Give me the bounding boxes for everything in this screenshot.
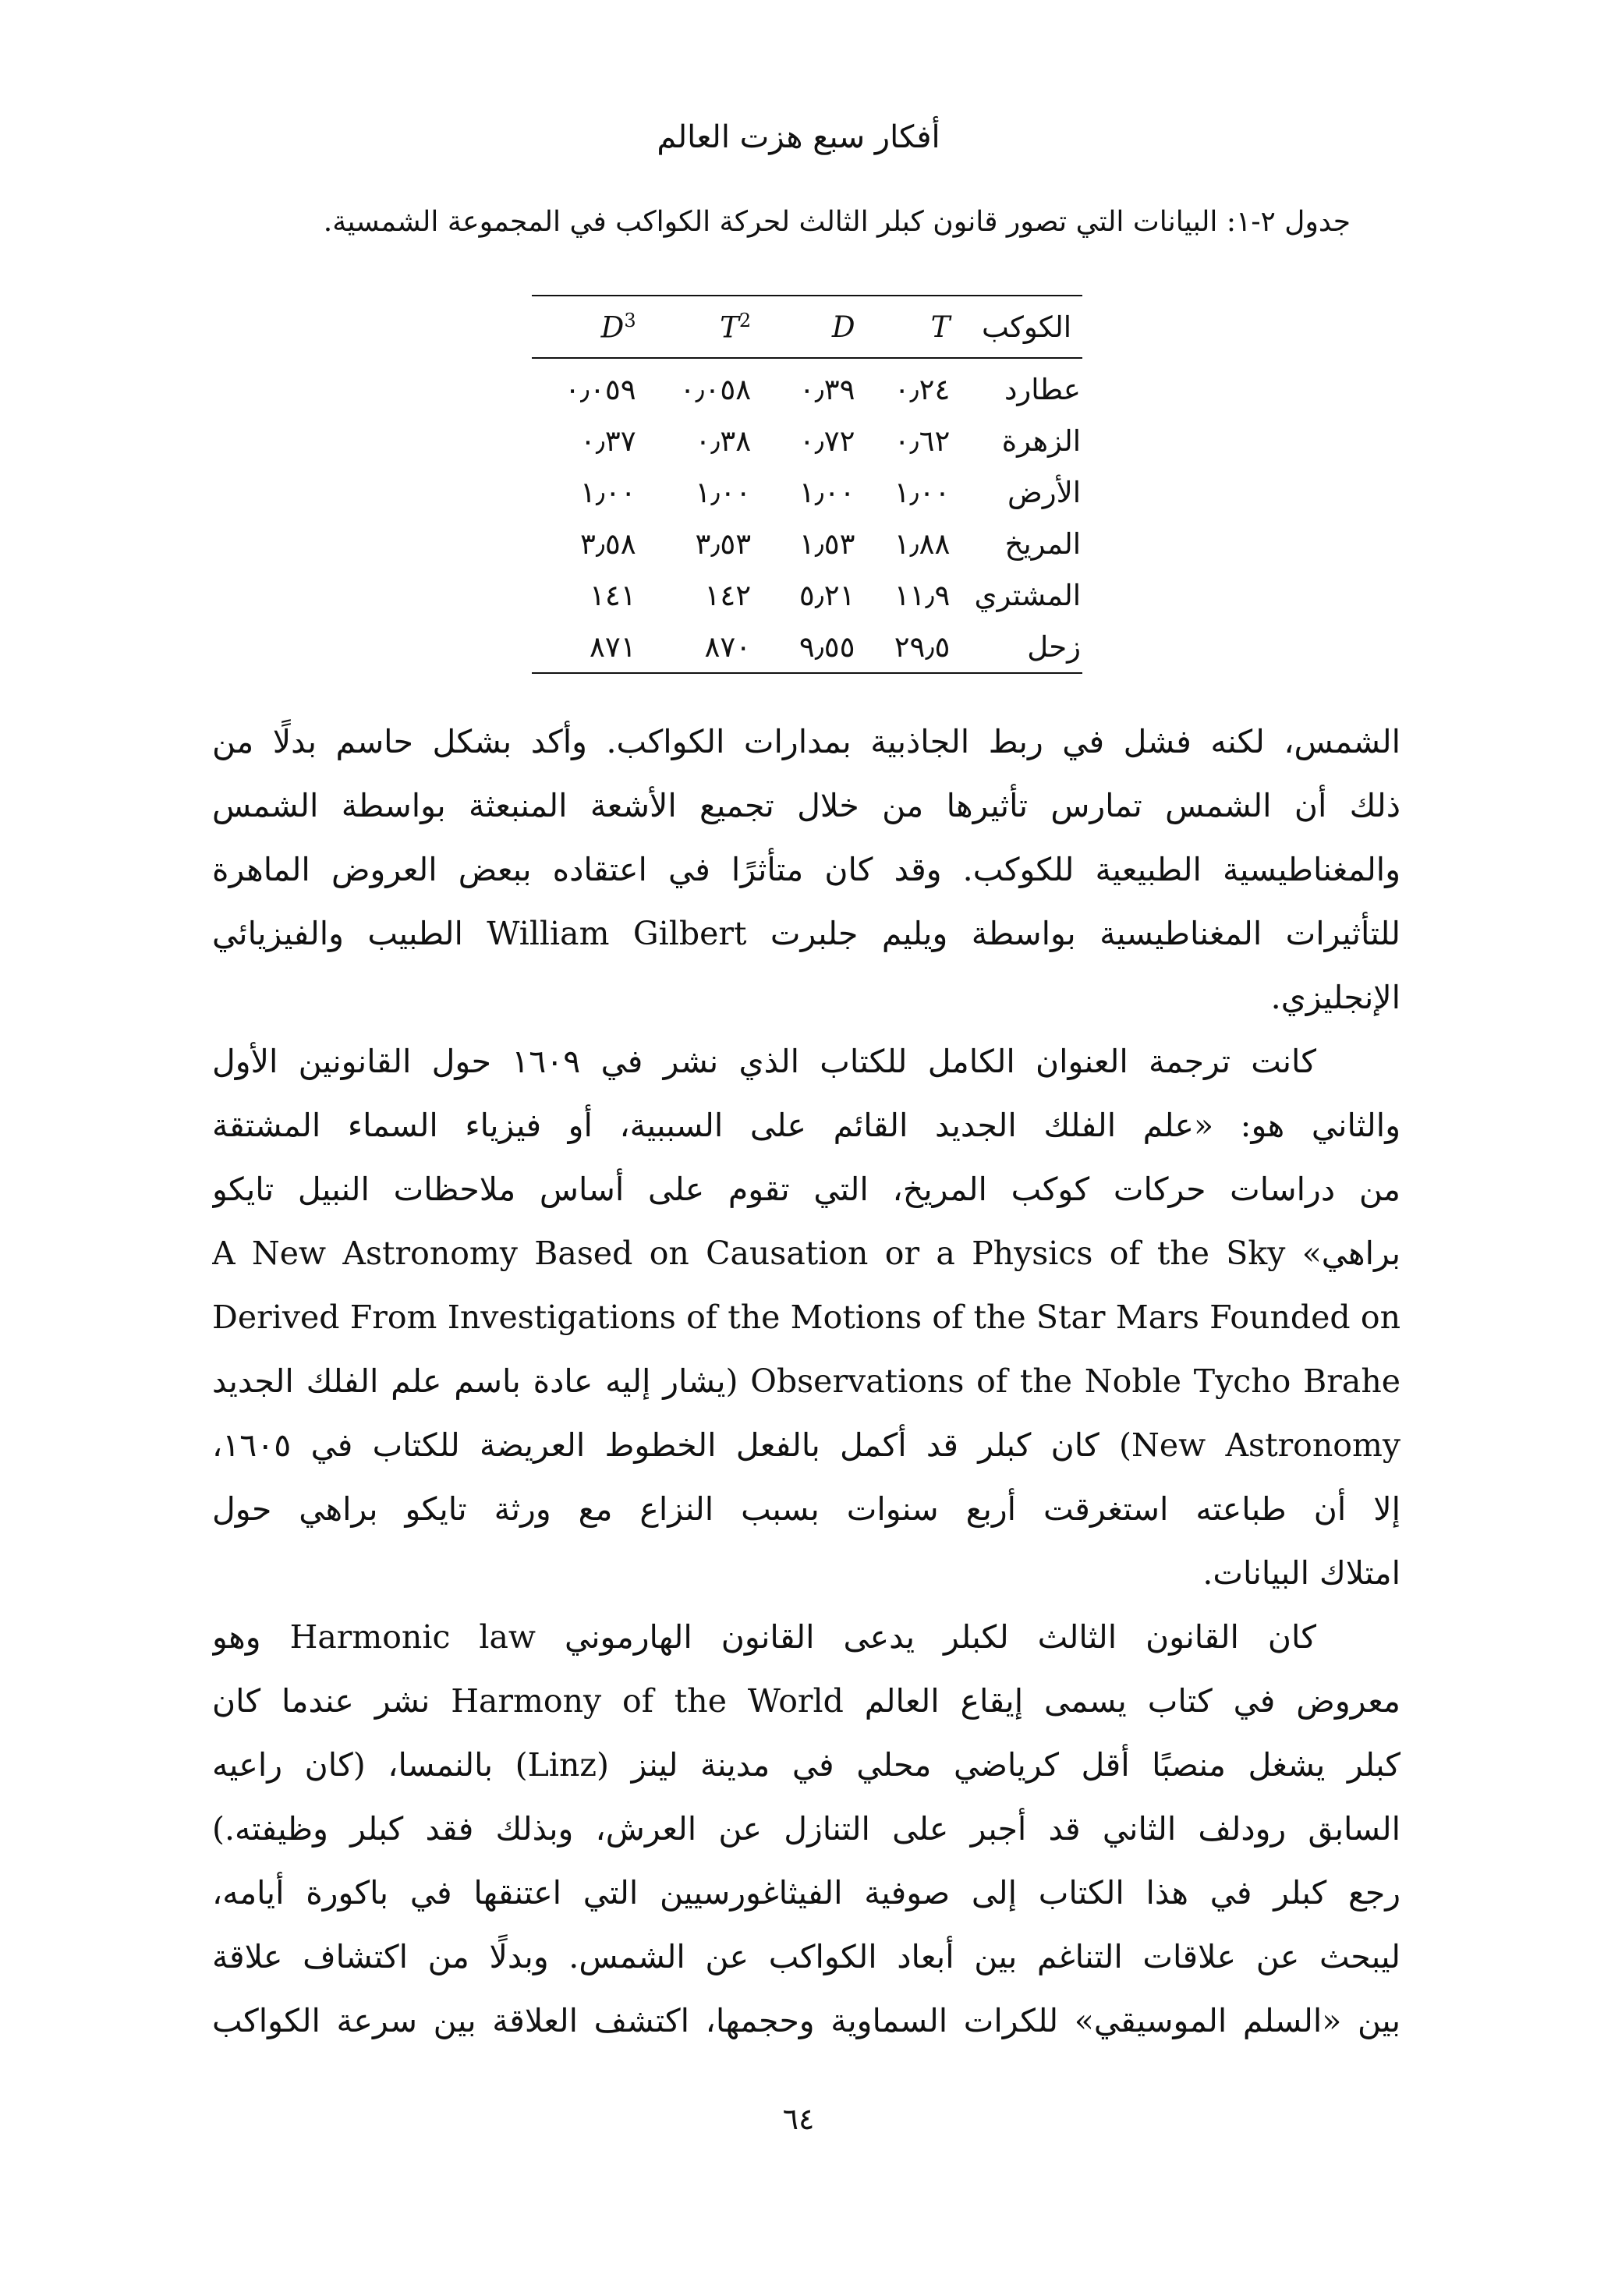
table-row xyxy=(532,518,1082,569)
text-line: إلا أن طباعته استغرقت أربع سنوات بسبب النزاع مع ورثة تايكو براهي حول xyxy=(212,1490,1400,1528)
table-row xyxy=(532,466,1082,518)
cell-d: ٠٫٧٢ xyxy=(798,423,855,458)
header-t-squared xyxy=(647,296,763,358)
text-line: والثاني هو: «علم الفلك الجديد القائم على السببية، أو فيزياء السماء المشتقة xyxy=(212,1107,1400,1144)
text-line: السابق رودلف الثاني قد أجبر على التنازل عن العرش، وبذلك فقد كبلر وظيفته.) xyxy=(212,1810,1400,1848)
text-line: رجع كبلر في هذا الكتاب إلى صوفية الفيثاغورسيين التي اعتنقها في باكورة أيامه، xyxy=(212,1874,1400,1912)
header-planet: الكوكب xyxy=(961,296,1082,358)
text-line: معروض في كتاب يسمى إيقاع العالم Harmony of the World نشر عندما كان xyxy=(212,1682,1400,1720)
text-line: Derived From Investigations of the Motions of the Star Mars Founded on xyxy=(212,1299,1400,1336)
page-number: ٦٤ xyxy=(782,2102,815,2136)
cell-d: ٩٫٥٥ xyxy=(762,621,866,673)
text-line: امتلاك البيانات. xyxy=(1202,1554,1400,1592)
header-d: D xyxy=(762,296,866,358)
cell-planet: المشتري xyxy=(974,578,1081,612)
cell-d: ٥٫٢١ xyxy=(798,578,855,612)
text-line: للتأثيرات المغناطيسية بواسطة ويليم جلبرت William Gilbert الطبيب والفيزيائي xyxy=(212,915,1400,952)
text-line: كانت ترجمة العنوان الكامل للكتاب الذي نشر في ١٦٠٩ حول القانونين الأول xyxy=(212,1043,1316,1080)
text-line: ذلك أن الشمس تمارس تأثيرها من خلال تجميع الأشعة المنبعثة بواسطة الشمس xyxy=(212,787,1400,824)
header-d-cubed xyxy=(532,296,647,358)
cell-t: ٢٩٫٥ xyxy=(866,621,961,673)
paragraph-3 xyxy=(212,1605,1400,2053)
cell-d-cubed: ٣٫٥٨ xyxy=(579,526,636,561)
cell-planet: المريخ xyxy=(1004,526,1081,561)
running-head: أفكار سبع هزت العالم xyxy=(657,119,940,155)
header-t: T xyxy=(866,296,961,358)
cell-d-cubed: ٨٧١ xyxy=(532,621,647,673)
cell-planet: الأرض xyxy=(1007,475,1081,509)
cell-d-cubed: ٠٫٠٥٩ xyxy=(565,372,636,406)
cell-d-cubed: ١٫٠٠ xyxy=(579,475,636,509)
cell-t-squared: ٣٫٥٣ xyxy=(695,526,752,561)
cell-t: ٠٫٦٢ xyxy=(894,423,951,458)
header-t-squared-base: T xyxy=(720,310,739,345)
header-t-squared-exponent: 2 xyxy=(738,309,752,331)
cell-t: ٠٫٢٤ xyxy=(894,372,951,406)
cell-d-cubed: ٠٫٣٧ xyxy=(579,423,636,458)
table-header-row xyxy=(532,296,1082,358)
text-line: والمغناطيسية الطبيعية للكوكب. وقد كان متأثرًا في اعتقاده ببعض العروض الماهرة xyxy=(212,851,1400,888)
text-line: الإنجليزي. xyxy=(1270,979,1400,1016)
body-text xyxy=(212,710,1400,2053)
cell-d: ١٫٥٣ xyxy=(798,526,855,561)
cell-planet: زحل xyxy=(961,621,1082,673)
cell-d-cubed: ١٤١ xyxy=(589,578,636,612)
cell-t-squared: ١٤٢ xyxy=(704,578,752,612)
cell-d: ١٫٠٠ xyxy=(798,475,855,509)
paragraph-2 xyxy=(212,1029,1400,1605)
table-row xyxy=(532,621,1082,673)
text-line: من دراسات حركات كوكب المريخ، التي تقوم على أساس ملاحظات النبيل تايكو xyxy=(212,1171,1400,1208)
text-line: براهي» A New Astronomy Based on Causation or a Physics of the Sky xyxy=(212,1235,1400,1272)
cell-t-squared: ٠٫٣٨ xyxy=(695,423,752,458)
cell-t: ١١٫٩ xyxy=(894,578,951,612)
paragraph-1 xyxy=(212,710,1400,1029)
text-line: كبلر يشغل منصبًا أقل كرياضي محلي في مدينة لينز (Linz) بالنمسا، (كان راعيه xyxy=(212,1746,1400,1784)
text-line: Observations of the Noble Tycho Brahe (يشار إليه عادة باسم علم الفلك الجديد xyxy=(212,1362,1400,1400)
table-row xyxy=(532,569,1082,621)
cell-planet: الزهرة xyxy=(1001,423,1081,458)
cell-planet: عطارد xyxy=(1004,372,1081,406)
text-line: كان القانون الثالث لكبلر يدعى القانون الهارموني Harmonic law وهو xyxy=(212,1618,1316,1656)
header-d-cubed-base: D xyxy=(600,310,625,345)
text-line: الشمس، لكنه فشل في ربط الجاذبية بمدارات الكواكب. وأكد بشكل حاسم بدلًا من xyxy=(212,723,1400,760)
cell-t-squared: ١٫٠٠ xyxy=(695,475,752,509)
text-line: ليبحث عن علاقات التناغم بين أبعاد الكواكب عن الشمس. وبدلًا من اكتشاف علاقة xyxy=(212,1938,1400,1975)
table-caption: جدول ٢-١: البيانات التي تصور قانون كبلر الثالث لحركة الكواكب في المجموعة الشمسية. xyxy=(323,206,1351,238)
table-row xyxy=(532,415,1082,466)
header-d-cubed-exponent: 3 xyxy=(624,309,636,331)
cell-t-squared: ٨٧٠ xyxy=(647,621,763,673)
cell-t-squared: ٠٫٠٥٨ xyxy=(679,372,752,406)
cell-t: ١٫٨٨ xyxy=(894,526,951,561)
cell-d: ٠٫٣٩ xyxy=(798,372,855,406)
cell-t: ١٫٠٠ xyxy=(894,475,951,509)
text-line: بين «السلم الموسيقي» للكرات السماوية وحجمها، اكتشف العلاقة بين سرعة الكواكب xyxy=(212,2002,1400,2039)
table-row xyxy=(532,358,1082,415)
text-line: New Astronomy) كان كبلر قد أكمل بالفعل الخطوط العريضة للكتاب في ١٦٠٥، xyxy=(212,1426,1400,1464)
kepler-data-table xyxy=(532,295,1082,674)
